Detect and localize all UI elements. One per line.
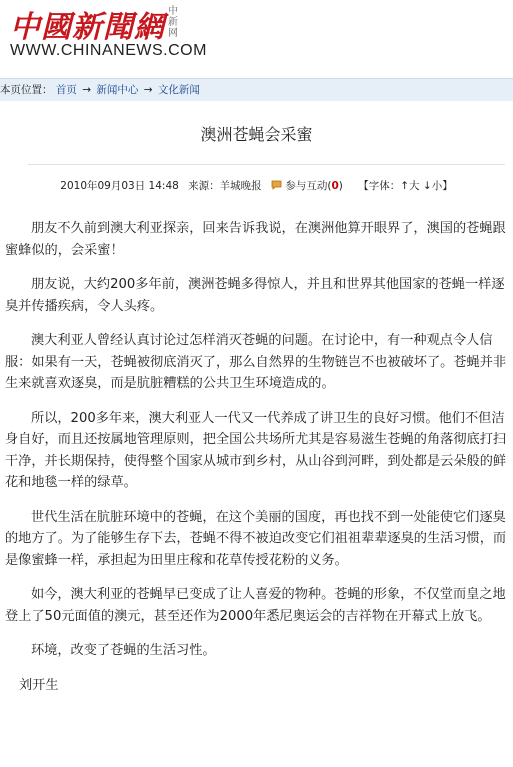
article-paragraph: 所以，200多年来，澳大利亚人一代又一代养成了讲卫生的良好习惯。他们不但洁身自好，而且还按属地管理原则，把全国公共场所尤其是容易滋生苍蝇的角落彻底打扫干净，并长期保持，使得整个国家从城市到乡村，从山谷到河畔，到处都是云朵般的鲜花和地毯一样的绿草。 [5,410,507,490]
source-label: 来源： [188,180,220,192]
logo-url-text: WWW.CHINANEWS.COM [10,42,207,59]
article-body [5,218,508,709]
logo-side-text: 中新网 [168,6,178,39]
publish-datetime: 2010年09月03日 14:48 [60,180,179,192]
font-large-button[interactable]: ↑大 [400,180,420,192]
article-paragraph: 朋友不久前到澳大利亚探亲，回来告诉我说，在澳洲他算开眼界了，澳国的苍蝇跟蜜蜂似的，会采蜜！ [5,221,506,258]
article-paragraph: 朋友说，大约200多年前，澳洲苍蝇多得惊人，并且和世界其他国家的苍蝇一样逐臭并传播疾病，令人头疼。 [5,277,505,314]
comment-icon [271,180,282,190]
source-name: 羊城晚报 [219,180,262,192]
article-paragraph: 环境，改变了苍蝇的生活习性。 [31,643,216,658]
font-size-end: 】 [442,180,453,192]
article-paragraph: 世代生活在肮脏环境中的苍蝇，在这个美丽的国度，再也找不到一处能使它们逐臭的地方了。为了能够生存下去，苍蝇不得不被迫改变它们祖祖辈辈逐臭的生活习惯，而是像蜜蜂一样，承担起为田里庄稼和花草传授花粉的义务。 [5,509,507,568]
breadcrumb-label: 本页位置： [0,84,53,96]
breadcrumb-arrow: → [143,84,153,96]
breadcrumb [0,78,513,101]
logo-chinese-text: 中國新聞網 [10,10,165,45]
article-meta [0,178,513,193]
breadcrumb-news-center-link[interactable]: 新闻中心 [96,84,139,96]
interact-count: 0 [331,180,339,192]
title-divider [28,164,505,165]
font-small-button[interactable]: ↓小 [422,180,443,192]
article-title: 澳洲苍蝇会采蜜 [200,125,313,144]
article-paragraph: 如今，澳大利亚的苍蝇早已变成了让人喜爱的物种。苍蝇的形象，不仅堂而皇之地登上了50元面值的澳元，甚至还作为2000年悉尼奥运会的吉祥物在开幕式上放飞。 [5,587,506,624]
breadcrumb-culture-news-link[interactable]: 文化新闻 [157,84,200,96]
font-size-label: 【字体： [358,180,401,192]
article-author: 刘开生 [19,677,59,693]
breadcrumb-arrow: → [82,84,91,96]
interact-link[interactable]: 参与互动(0) [285,180,343,192]
site-logo[interactable] [10,2,210,62]
article-paragraph: 澳大利亚人曾经认真讨论过怎样消灭苍蝇的问题。在讨论中，有一种观点令人信服：如果有一天，苍蝇被彻底消灭了，那么自然界的生物链岂不也被破坏了。苍蝇并非生来就喜欢逐臭，而是肮脏糟糕的公共卫生环境造成的。 [5,333,507,391]
breadcrumb-home-link[interactable]: 首页 [55,84,77,96]
